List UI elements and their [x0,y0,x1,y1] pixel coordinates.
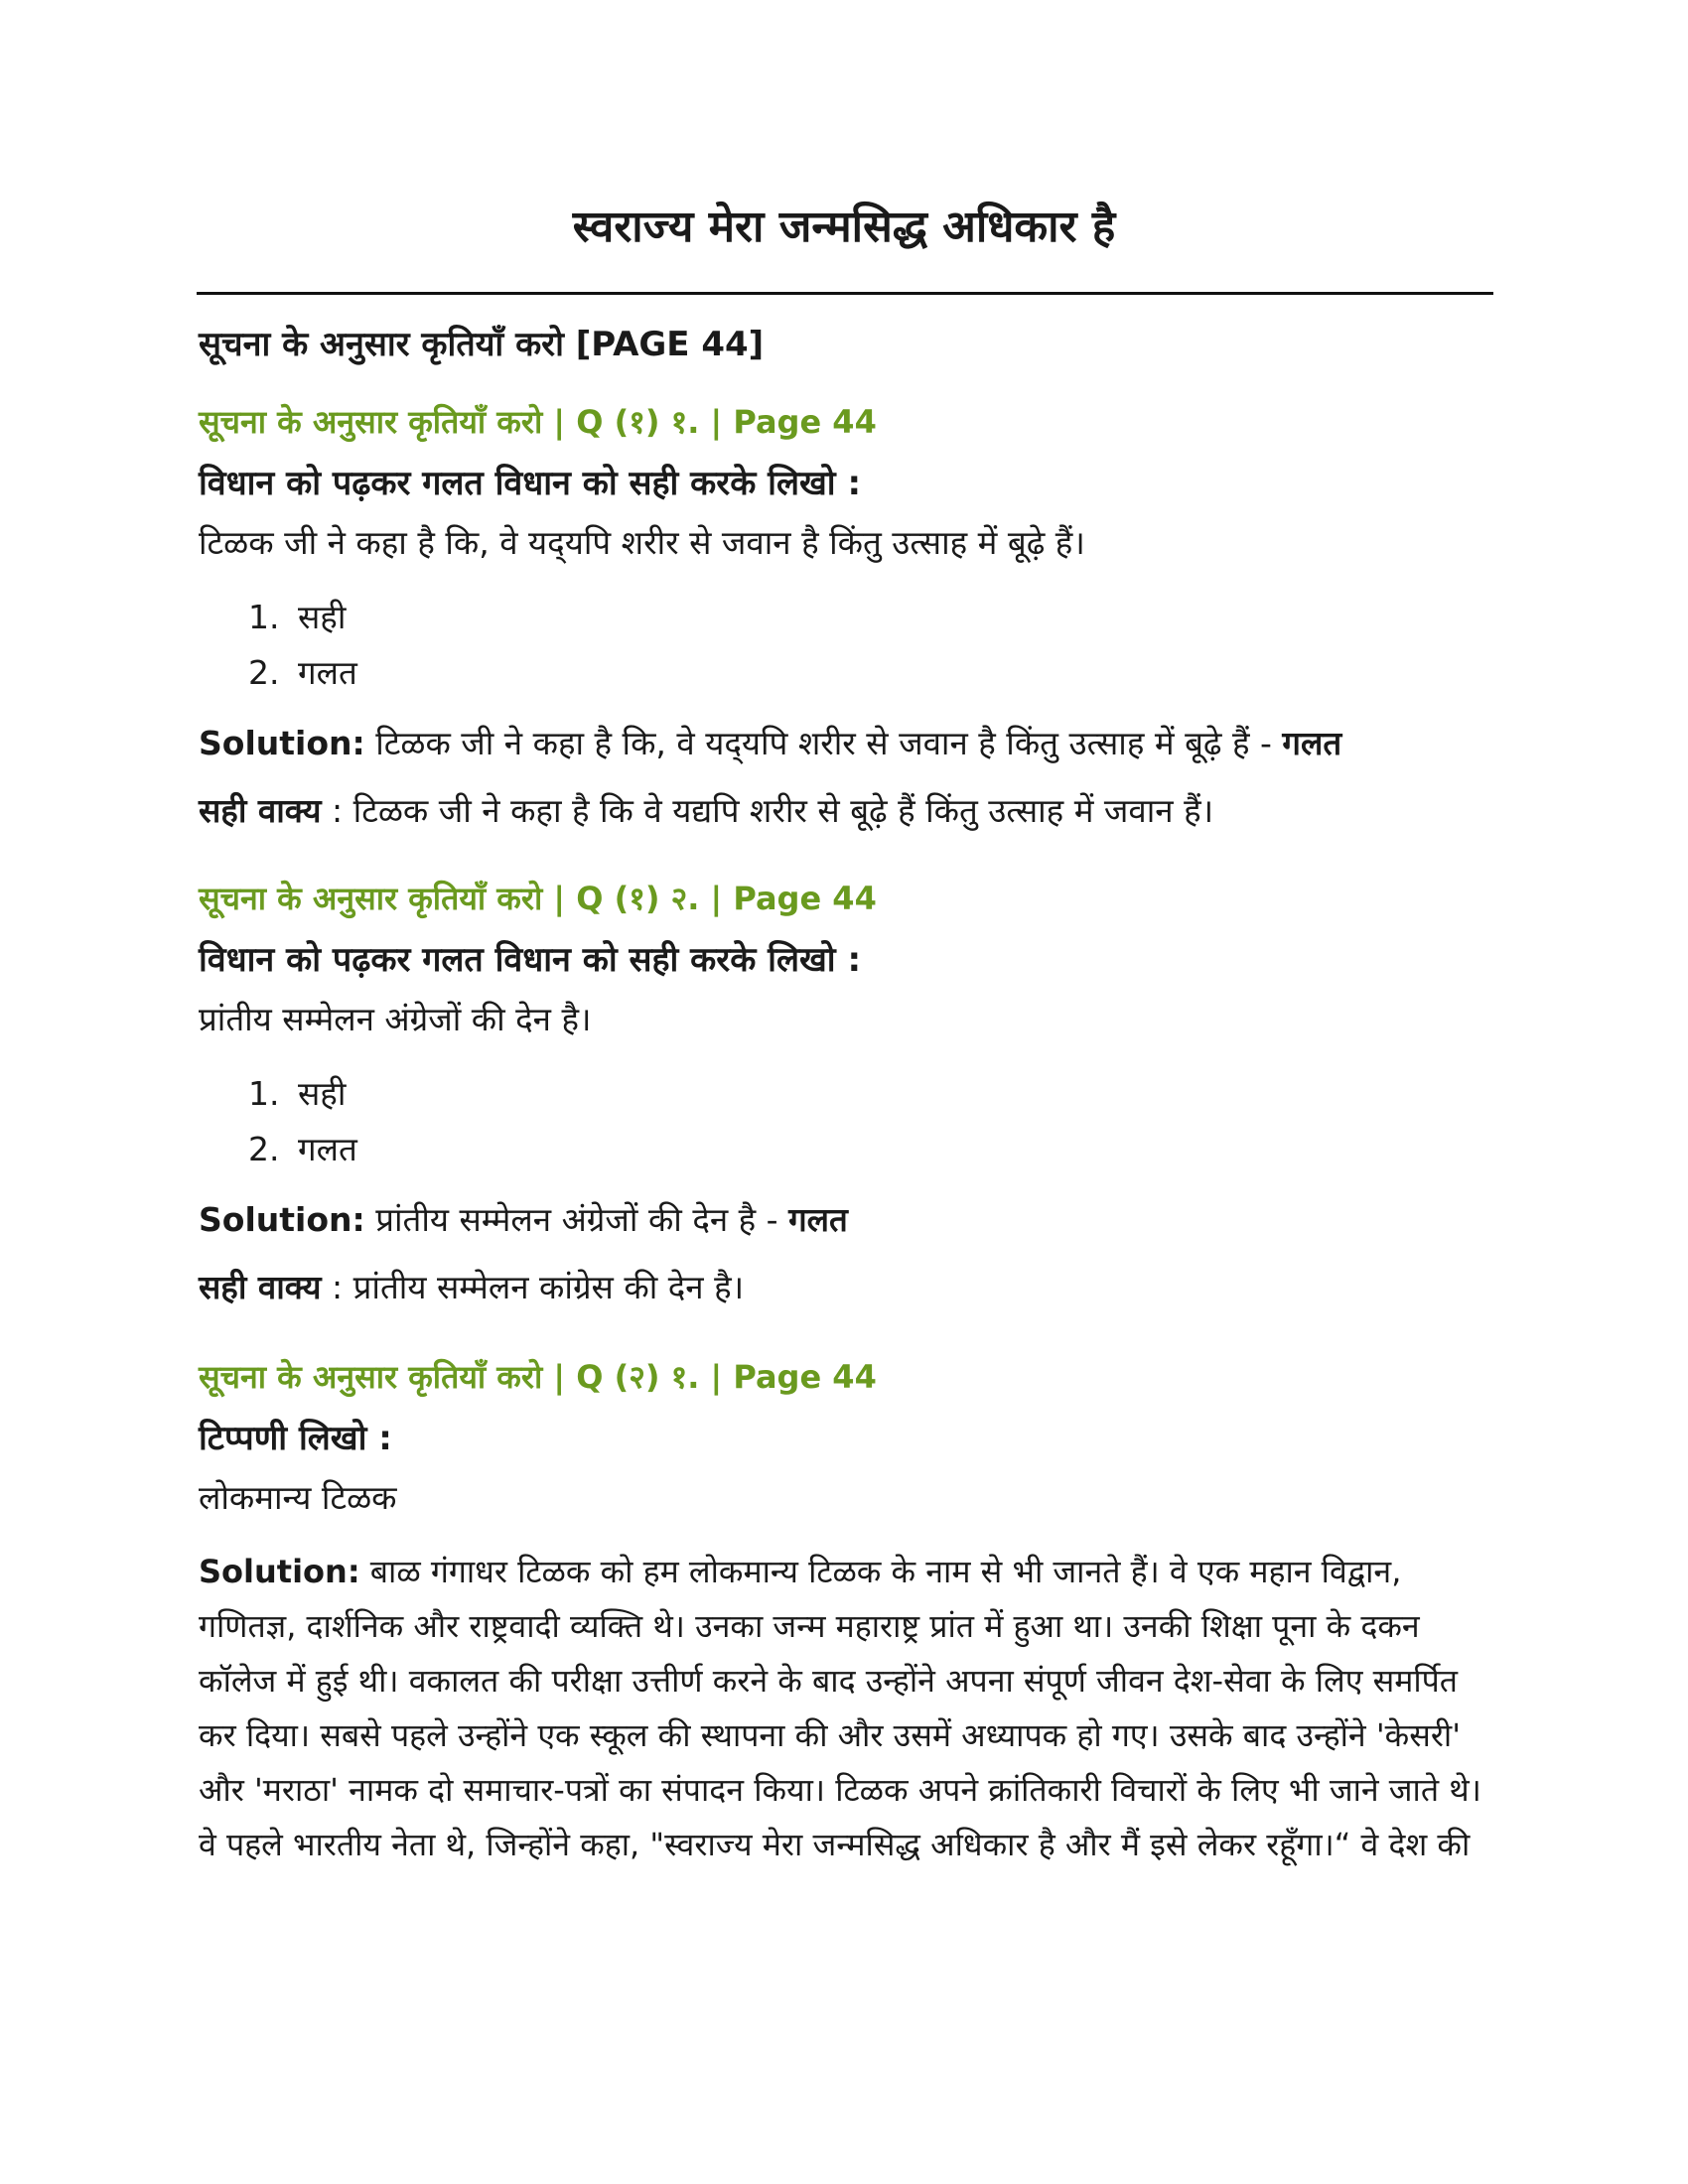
solution-text: टिळक जी ने कहा है कि, वे यद्‌यपि शरीर से जवान है किंतु उत्साह में बूढ़े हैं - [364,724,1283,762]
correct-text: : टिळक जी ने कहा है कि वे यद्यपि शरीर से बूढ़े हैं किंतु उत्साह में जवान हैं। [321,791,1214,830]
question-block-2 [199,874,1489,1312]
solution [199,719,1489,768]
option-item [248,645,1489,701]
question-prompt: विधान को पढ़कर गलत विधान को सही करके लिखो : [199,464,862,503]
question-prompt: टिप्पणी लिखो : [199,1419,392,1458]
solution-label: Solution: [199,1553,360,1590]
title-divider [197,292,1493,295]
solution-verdict: गलत [788,1200,848,1239]
options-list [248,1066,1489,1177]
question-statement: प्रांतीय सम्मेलन अंग्रेजों की देन है। [199,1000,592,1038]
option-number: 2. [248,1130,280,1168]
page-title: स्वराज्य मेरा जन्मसिद्ध अधिकार है [572,202,1116,252]
solution-label: Solution: [199,1200,365,1239]
correct-label: सही वाक्य [199,1268,322,1306]
option-item [248,1066,1489,1122]
correct-sentence [199,786,1489,836]
section-heading: सूचना के अनुसार कृतियाँ करो [PAGE 44] [199,325,765,364]
option-number: 1. [248,1074,280,1113]
solution [199,1195,1489,1245]
option-label: गलत [298,653,357,692]
question-statement: लोकमान्य टिळक [199,1478,397,1517]
solution-label: Solution: [199,724,365,762]
option-label: सही [298,598,347,636]
question-link[interactable]: सूचना के अनुसार कृतियाँ करो | Q (२) १. | Page 44 [199,1358,877,1396]
question-prompt: विधान को पढ़कर गलत विधान को सही करके लिखो : [199,940,862,980]
correct-sentence [199,1263,1489,1312]
solution [199,1545,1489,1872]
option-item [248,1122,1489,1177]
solution-text: बाळ गंगाधर टिळक को हम लोकमान्य टिळक के नाम से भी जानते हैं। वे एक महान विद्वान, गणितज्ञ, दार्शनिक और राष्ट्रवादी व्यक्ति थे। उनका जन्म महाराष्ट्र प्रांत में हुआ था। उनकी शिक्षा पूना के दकन कॉलेज में हुई थी। वकालत की परीक्षा उत्तीर्ण करने के बाद उन्होंने अपना संपूर्ण जीवन देश-सेवा के लिए समर्पित कर दिया। सबसे पहले उन्होंने एक स्कूल की स्थापना की और उसमें अध्यापक हो गए। उसके बाद उन्होंने 'केसरी' और 'मराठा' नामक दो समाचार-पत्रों का संपादन किया। टिळक अपने क्रांतिकारी विचारों के लिए भी जाने जाते थे। वे पहले भारतीय नेता थे, जिन्होंने कहा, "स्वराज्य मेरा जन्मसिद्ध अधिकार है और मैं इसे लेकर रहूँगा।“ वे देश की [199,1553,1481,1863]
question-link[interactable]: सूचना के अनुसार कृतियाँ करो | Q (१) २. | Page 44 [199,880,877,917]
correct-text: : प्रांतीय सम्मेलन कांग्रेस की देन है। [321,1268,745,1306]
options-list [248,590,1489,701]
option-label: गलत [298,1130,357,1168]
question-block-1 [199,397,1489,836]
option-label: सही [298,1074,347,1113]
option-number: 1. [248,598,280,636]
question-statement: टिळक जी ने कहा है कि, वे यद्‌यपि शरीर से जवान है किंतु उत्साह में बूढ़े हैं। [199,523,1085,562]
solution-text: प्रांतीय सम्मेलन अंग्रेजों की देन है - [364,1200,789,1239]
question-block-3 [199,1352,1489,1872]
solution-verdict: गलत [1282,724,1342,762]
question-link[interactable]: सूचना के अनुसार कृतियाँ करो | Q (१) १. | Page 44 [199,403,877,441]
option-item [248,590,1489,645]
correct-label: सही वाक्य [199,791,322,830]
option-number: 2. [248,653,280,692]
